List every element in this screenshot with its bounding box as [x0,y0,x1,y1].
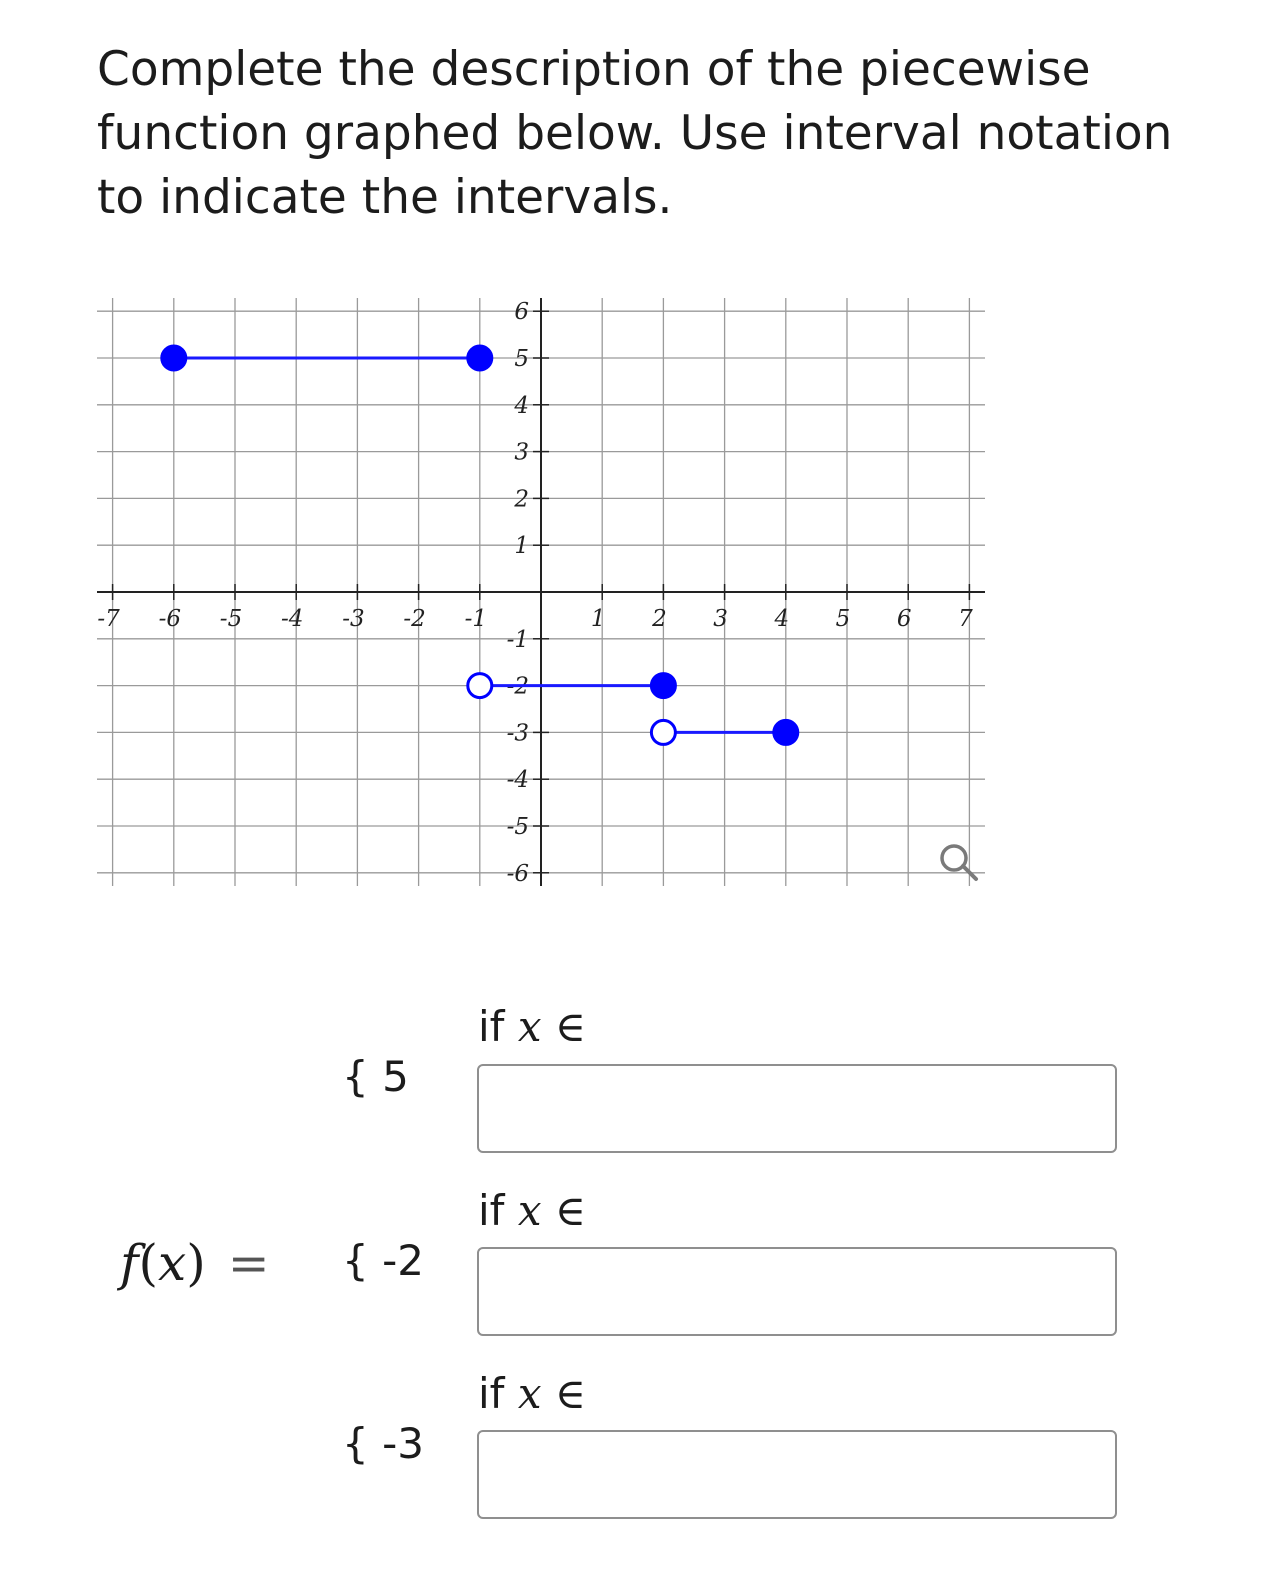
if-word: if [478,1002,505,1051]
element-of-symbol: ∈ [554,1186,586,1235]
x-tick-label: 2 [652,606,667,632]
closed-endpoint-2-right [651,674,675,698]
if-word: if [478,1369,505,1418]
y-tick-label: 1 [514,533,529,560]
condition-label-1 [478,1002,586,1051]
x-tick-label: -7 [97,606,120,632]
y-tick-label: -1 [506,626,529,653]
variable-x: x [517,1186,542,1235]
x-tick-label: -1 [464,606,488,632]
condition-label-2 [478,1186,586,1235]
condition-label-3 [478,1369,586,1418]
closed-endpoint-1-right [468,346,492,370]
element-of-symbol: ∈ [554,1002,586,1051]
function-name: f [120,1234,139,1292]
piece-value-2: { -2 [342,1236,424,1285]
x-tick-label: 6 [896,606,912,632]
y-tick-label: 2 [514,486,529,513]
y-tick-label: 3 [514,439,529,466]
function-label [120,1234,270,1292]
x-tick-label: -3 [342,606,365,632]
y-tick-label: 5 [514,346,529,372]
piece-value-1: { 5 [342,1052,409,1101]
x-tick-label: -6 [158,606,182,632]
interval-input-2[interactable] [477,1247,1117,1336]
open-endpoint-3-left [651,720,675,744]
y-tick-label: 4 [514,392,529,419]
element-of-symbol: ∈ [554,1369,586,1418]
variable-x: x [517,1369,542,1418]
y-tick-label: -2 [506,673,529,700]
x-tick-label: -4 [280,606,304,632]
y-tick-label: -5 [506,814,529,840]
piece-value-3: { -3 [342,1419,424,1468]
close-paren: ) [186,1234,206,1292]
open-paren: ( [138,1234,159,1292]
x-tick-label: -5 [219,606,243,632]
equals-sign: = [227,1234,270,1292]
y-tick-label: -6 [506,860,529,887]
variable-x: x [517,1002,542,1051]
if-word: if [478,1186,505,1235]
axes [97,298,985,886]
question-prompt: Complete the description of the piecewise function graphed below. Use interval notation to indicate the intervals. [97,42,1173,225]
closed-endpoint-3-right [774,720,798,744]
magnifier-icon[interactable] [934,842,982,882]
y-tick-label: 6 [514,299,529,326]
x-tick-label: 1 [590,606,606,632]
closed-endpoint-1-left [162,346,186,370]
interval-input-1[interactable] [477,1064,1117,1153]
interval-input-3[interactable] [477,1430,1117,1519]
x-tick-label: 4 [774,606,790,632]
open-endpoint-2-left [468,674,492,698]
y-tick-label: -3 [506,720,529,747]
x-tick-label: 3 [713,606,728,632]
function-variable: x [158,1234,187,1292]
x-tick-label: 5 [835,606,851,632]
x-tick-label: -2 [403,606,426,632]
y-tick-label: -4 [506,767,529,794]
x-tick-label: 7 [958,606,973,632]
